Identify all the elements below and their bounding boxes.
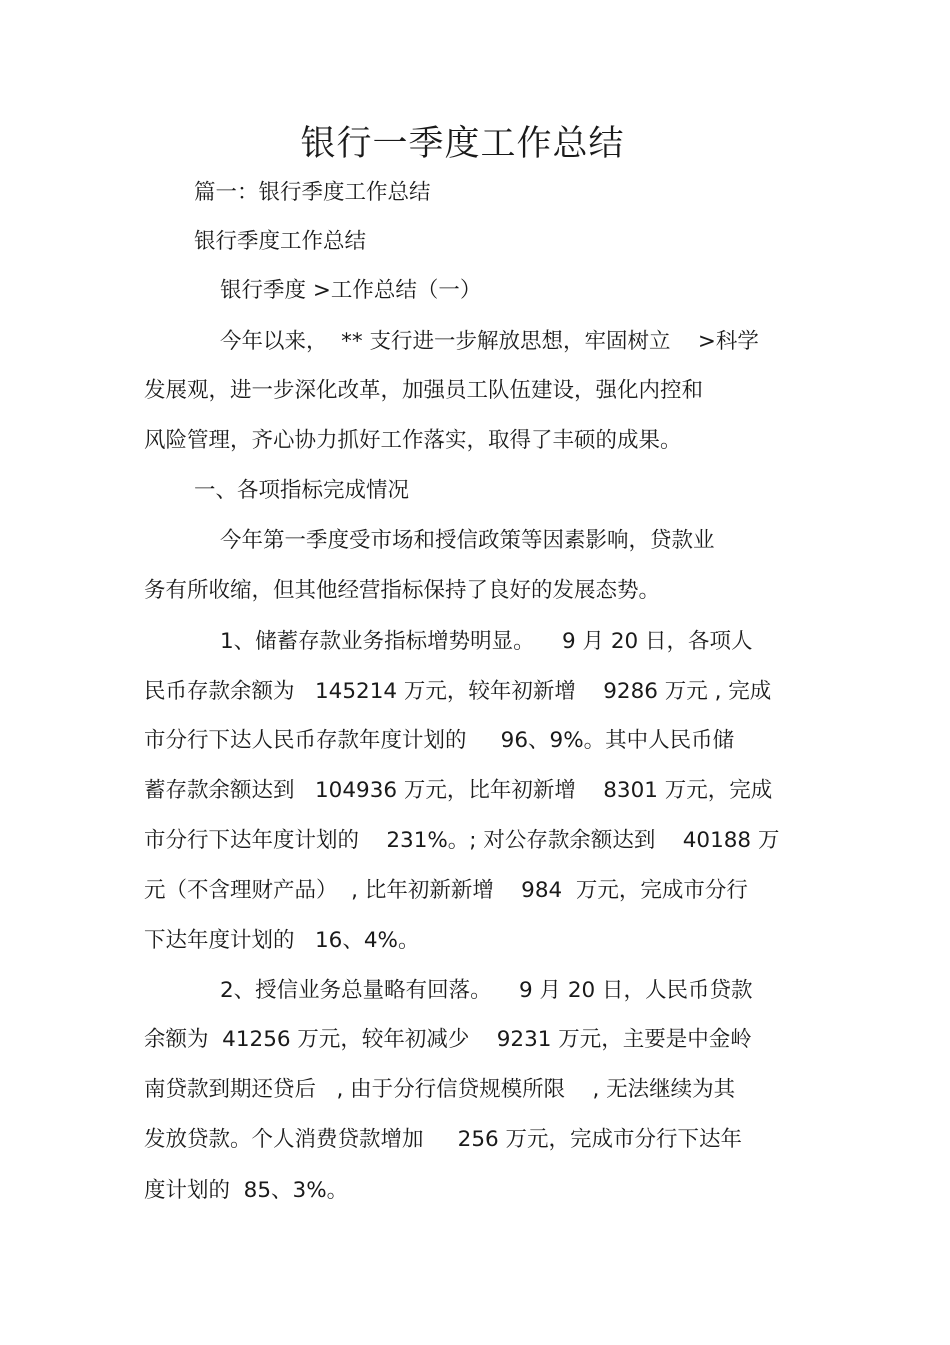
document-title: 银行一季度工作总结	[300, 124, 625, 164]
paragraph-line: 今年以来， ** 支行进一步解放思想，牢固树立 >科学	[220, 329, 759, 354]
paragraph-line: 今年第一季度受市场和授信政策等因素影响，贷款业	[220, 528, 715, 553]
paragraph-line: 2、授信业务总量略有回落。 9 月 20 日，人民币贷款	[220, 978, 753, 1003]
heading-part-one: 篇一：银行季度工作总结	[194, 180, 431, 205]
paragraph-line: 发放贷款。个人消费贷款增加 256 万元，完成市分行下达年	[144, 1127, 743, 1152]
paragraph-line: 务有所收缩，但其他经营指标保持了良好的发展态势。	[144, 578, 661, 603]
paragraph-line: 市分行下达年度计划的 231%。; 对公存款余额达到 40188 万	[144, 828, 780, 853]
paragraph-line: 度计划的 85、3%。	[144, 1178, 349, 1203]
paragraph-line: 蓄存款余额达到 104936 万元，比年初新增 8301 万元，完成	[144, 778, 773, 803]
paragraph-line: 下达年度计划的 16、4%。	[144, 928, 420, 953]
heading-summary: 银行季度工作总结	[194, 229, 367, 254]
paragraph-line: 市分行下达人民币存款年度计划的 96、9%。其中人民币储	[144, 728, 735, 753]
paragraph-line: 民币存款余额为 145214 万元，较年初新增 9286 万元 , 完成	[144, 679, 772, 704]
paragraph-line: 1、储蓄存款业务指标增势明显。 9 月 20 日，各项人	[220, 629, 753, 654]
paragraph-line: 发展观，进一步深化改革，加强员工队伍建设，强化内控和	[144, 378, 704, 403]
section-heading: 一、各项指标完成情况	[194, 478, 410, 503]
heading-summary-one: 银行季度 >工作总结（一）	[220, 278, 482, 303]
paragraph-line: 风险管理，齐心协力抓好工作落实，取得了丰硕的成果。	[144, 428, 682, 453]
paragraph-line: 元（不含理财产品） , 比年初新新增 984 万元，完成市分行	[144, 878, 748, 903]
paragraph-line: 余额为 41256 万元，较年初减少 9231 万元，主要是中金岭	[144, 1027, 752, 1052]
paragraph-line: 南贷款到期还贷后 , 由于分行信贷规模所限 , 无法继续为其	[144, 1077, 736, 1102]
